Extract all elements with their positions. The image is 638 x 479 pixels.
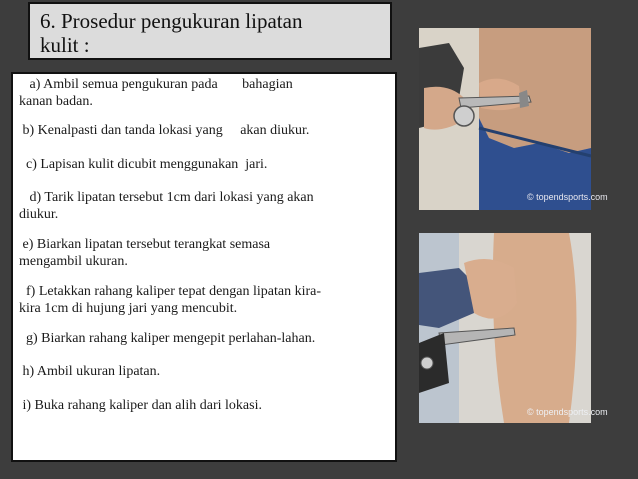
caliper-abdomen-photo	[419, 28, 608, 210]
step-a-line-1: a) Ambil semua pengukuran pada bahagian	[19, 77, 293, 92]
step-f-line-1: f) Letakkan rahang kaliper tepat dengan lipatan kira-	[19, 284, 322, 299]
slide-title-line-2: kulit :	[40, 33, 90, 57]
step-f-line-2: kira 1cm di hujung jari yang mencubit.	[19, 301, 238, 316]
procedure-steps-box	[11, 72, 397, 462]
step-h	[19, 363, 391, 380]
step-a	[19, 76, 391, 110]
step-d	[19, 189, 391, 223]
step-d-line-1: d) Tarik lipatan tersebut 1cm dari lokasi yang akan	[19, 190, 314, 205]
caliper-arm-photo	[419, 233, 608, 423]
slide-title-box	[28, 2, 392, 60]
step-i-line-1: i) Buka rahang kaliper dan alih dari lokasi.	[19, 398, 262, 413]
step-e-line-1: e) Biarkan lipatan tersebut terangkat semasa	[19, 237, 271, 252]
caliper-abdomen-illustration	[419, 28, 608, 210]
step-g	[19, 330, 391, 347]
step-h-line-1: h) Ambil ukuran lipatan.	[19, 364, 161, 379]
step-b	[19, 122, 391, 139]
caliper-arm-illustration	[419, 233, 608, 423]
top-photo-watermark: © topendsports.com	[527, 192, 608, 202]
step-c	[19, 156, 391, 173]
step-i	[19, 397, 391, 414]
slide-title-line-1: 6. Prosedur pengukuran lipatan	[40, 9, 303, 33]
step-b-line-1: b) Kenalpasti dan tanda lokasi yang akan diukur.	[19, 123, 310, 138]
step-e	[19, 236, 391, 270]
step-g-line-1: g) Biarkan rahang kaliper mengepit perlahan-lahan.	[19, 331, 316, 346]
step-f	[19, 283, 391, 317]
bottom-photo-watermark: © topendsports.com	[527, 407, 608, 417]
step-d-line-2: diukur.	[19, 207, 59, 222]
step-e-line-2: mengambil ukuran.	[19, 254, 128, 269]
step-c-line-1: c) Lapisan kulit dicubit menggunakan jari.	[19, 157, 268, 172]
step-a-line-2: kanan badan.	[19, 94, 93, 109]
